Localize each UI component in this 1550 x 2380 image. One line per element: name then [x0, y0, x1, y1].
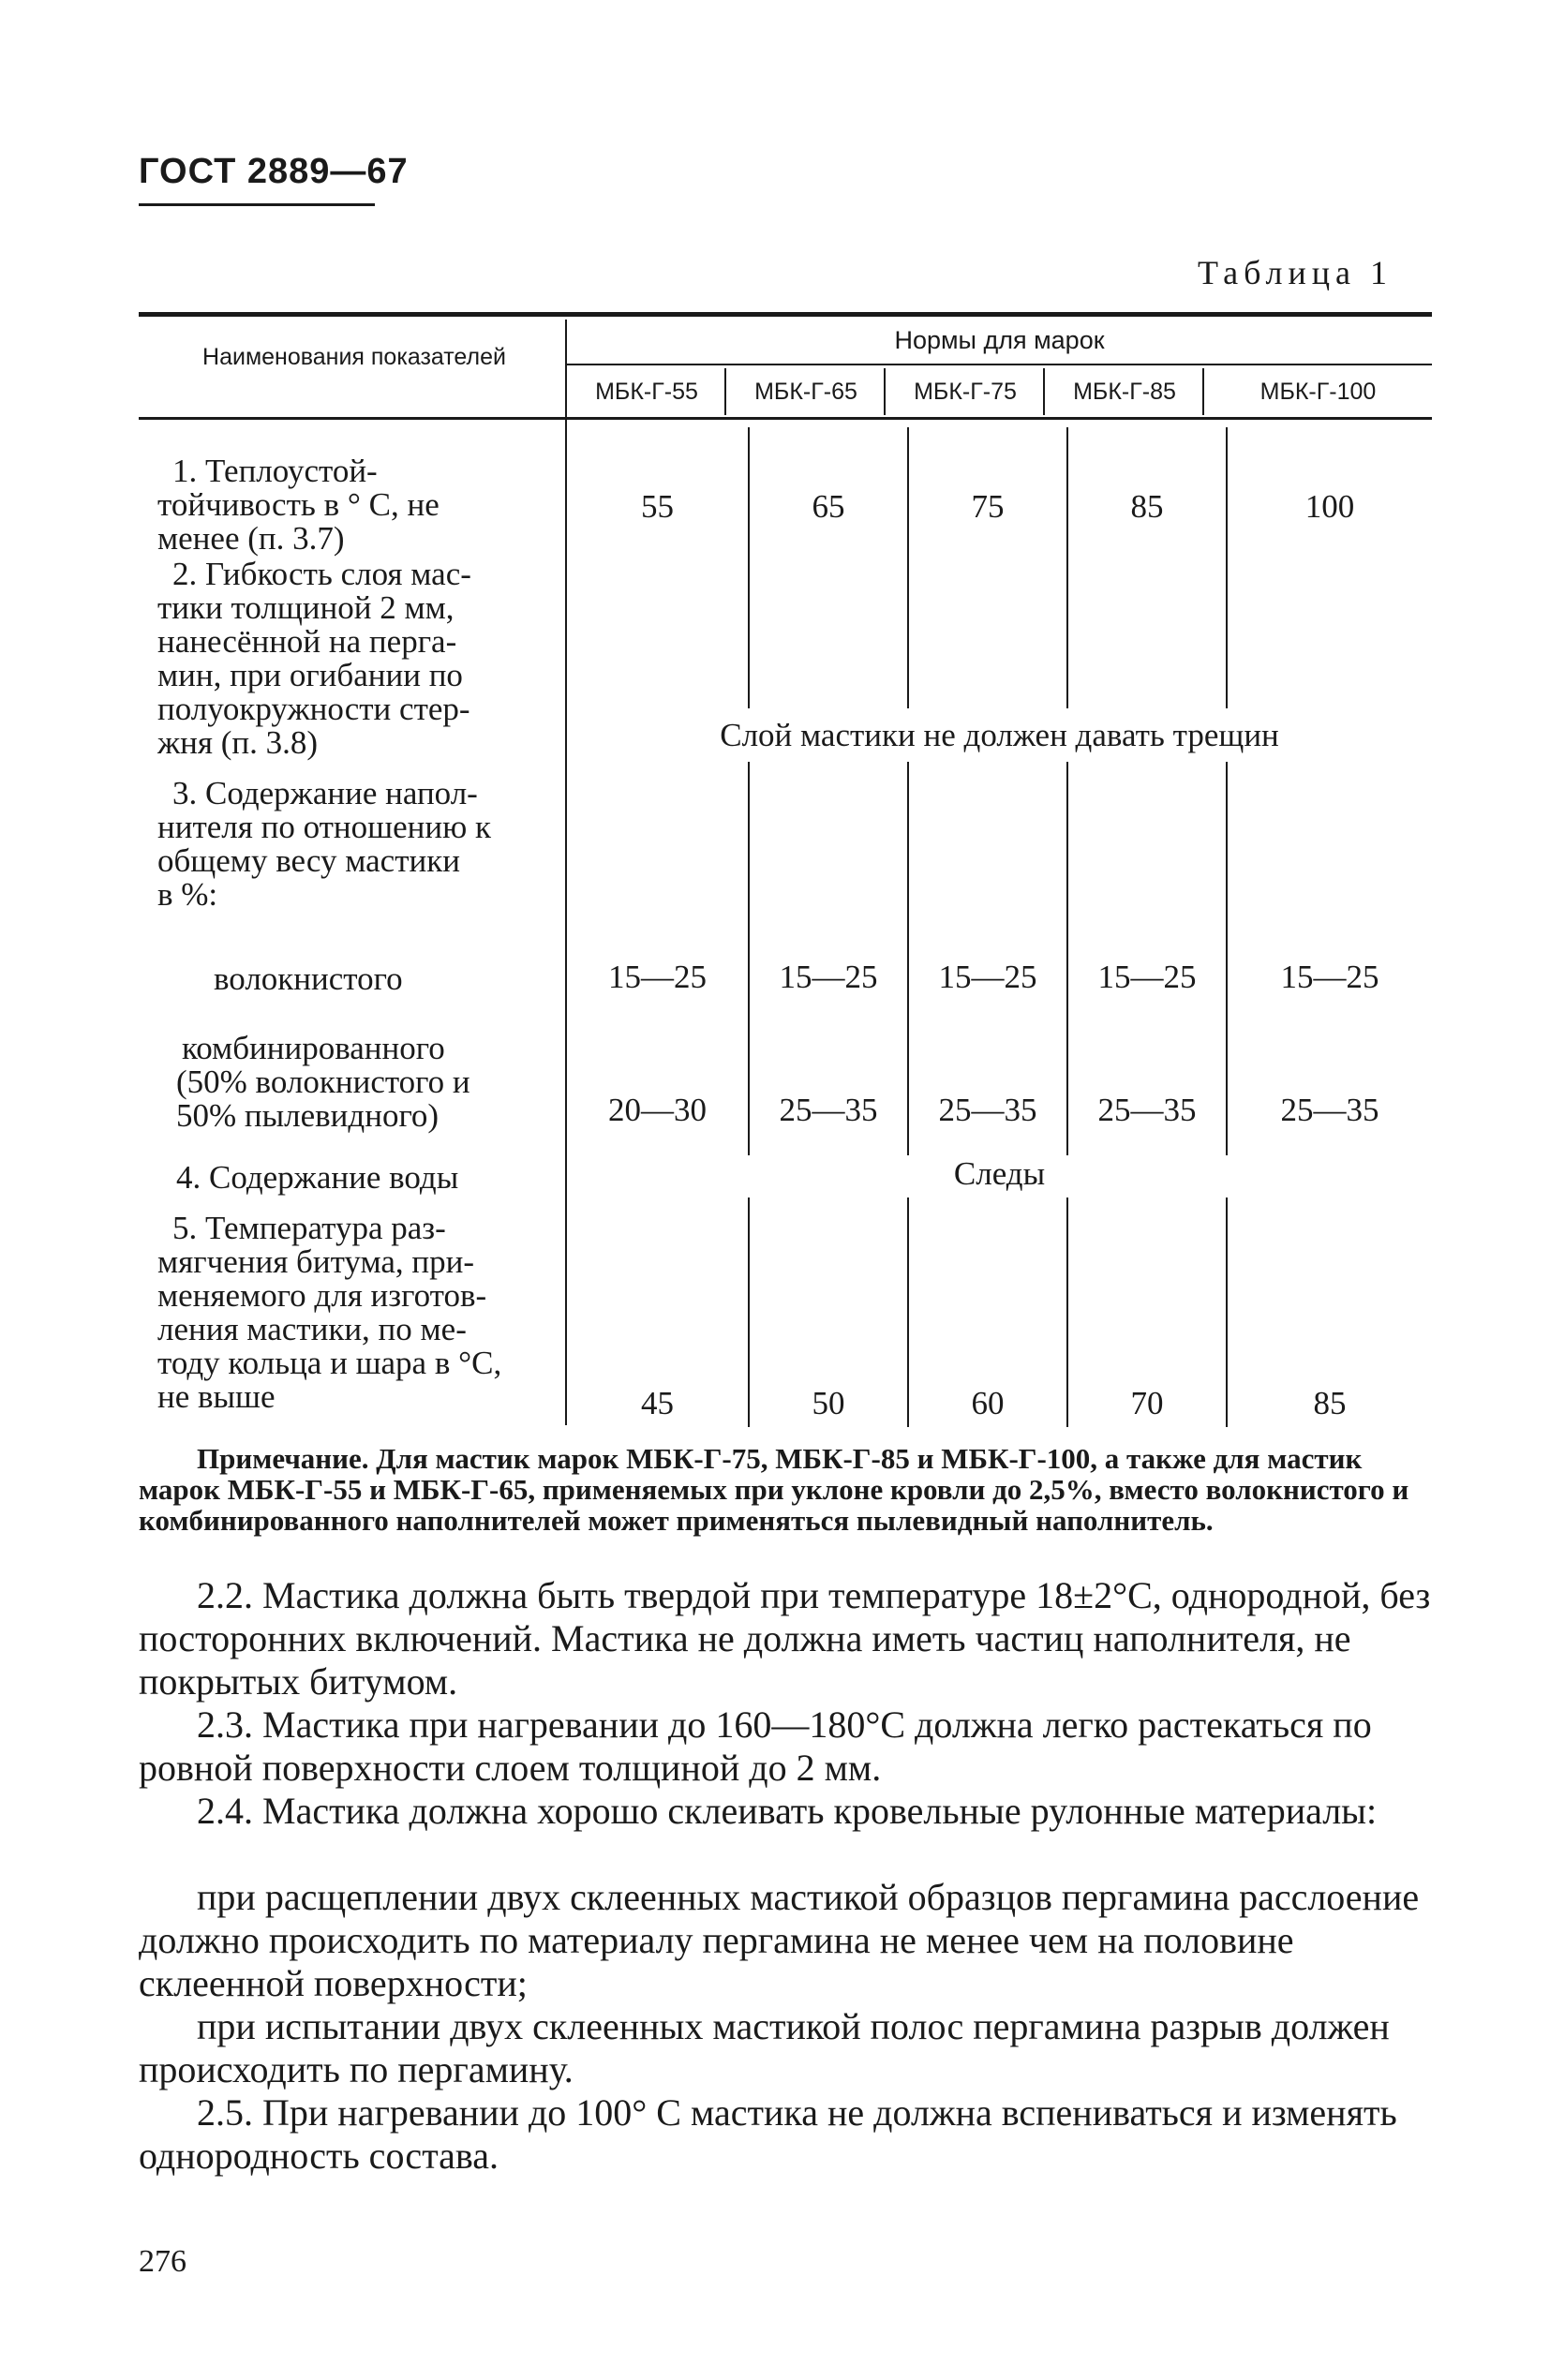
table-cell: 50 — [812, 1385, 845, 1421]
table-cell: 75 — [971, 488, 1005, 525]
label-line: 50% пылевидного) — [176, 1097, 440, 1134]
label-line: в %: — [157, 876, 218, 913]
table-cell: 25—35 — [779, 1092, 878, 1128]
label-line: волокнистого — [214, 960, 403, 997]
table-cell: 15—25 — [1097, 959, 1197, 995]
table-cell: 45 — [641, 1385, 674, 1421]
label-line: жня (п. 3.8) — [157, 724, 319, 761]
table-cell: 55 — [641, 488, 674, 525]
column-divider — [1226, 427, 1228, 708]
table-cell: 85 — [1313, 1385, 1347, 1421]
table-cell: 70 — [1130, 1385, 1164, 1421]
row-label — [157, 1212, 551, 1414]
label-line: нителя по отношению к — [157, 809, 491, 845]
brand-header: МБК-Г-100 — [1259, 379, 1377, 405]
column-header-indicator: Наименования показателей — [202, 344, 506, 370]
paragraph: при расщеплении двух склеенных мастикой образцов пергамина расслоение должно происходить по материалу пергамина не менее чем на половине склеенной поверхности; — [139, 1876, 1420, 2004]
row-label — [214, 962, 551, 996]
column-divider — [748, 427, 750, 708]
label-line: 5. Температура раз- — [172, 1210, 446, 1246]
column-divider — [724, 368, 726, 415]
label-line: ления мастики, по ме- — [157, 1311, 467, 1347]
brand-header: МБК-Г-65 — [754, 379, 857, 405]
column-header-group: Нормы для марок — [894, 326, 1105, 354]
label-line: 4. Содержание воды — [176, 1159, 459, 1196]
table-cell: 100 — [1304, 488, 1355, 525]
table-cell: 25—35 — [1097, 1092, 1197, 1128]
page-number: 276 — [139, 2244, 186, 2279]
row-label — [176, 1032, 570, 1133]
label-line: полуокружности стер- — [157, 691, 470, 727]
row-label — [157, 558, 551, 760]
column-divider — [1066, 427, 1068, 708]
label-line: 2. Гибкость слоя мас- — [172, 556, 471, 592]
label-line: тики толщиной 2 мм, — [157, 589, 455, 626]
table-cell: 65 — [812, 488, 845, 525]
table-cell: 25—35 — [938, 1092, 1037, 1128]
label-line: мягчения битума, при- — [157, 1243, 475, 1280]
label-line: нанесённой на перга- — [157, 623, 457, 660]
table-cell: 15—25 — [608, 959, 707, 995]
brand-header: МБК-Г-75 — [914, 379, 1017, 405]
label-line: (50% волокнистого и — [176, 1064, 470, 1100]
column-divider — [565, 320, 567, 1425]
table-top-rule — [139, 312, 1432, 317]
row-label — [157, 454, 551, 556]
table-header-rule — [139, 417, 1432, 420]
label-line: не выше — [157, 1378, 276, 1415]
paragraph: 2.4. Мастика должна хорошо склеивать кровельные рулонные материалы: — [197, 1790, 1378, 1832]
label-line: тоду кольца и шара в °С, — [157, 1345, 502, 1381]
label-line: тойчивость в ° С, не — [157, 486, 440, 523]
column-divider — [1202, 368, 1204, 415]
label-line: мин, при огибании по — [157, 657, 463, 693]
table-cell-span: Слой мастики не должен давать трещин — [567, 715, 1432, 756]
table-caption: Таблица 1 — [1198, 254, 1393, 291]
label-line: общему весу мастики — [157, 842, 460, 879]
label-line: 3. Содержание напол- — [172, 775, 478, 811]
column-divider — [1043, 368, 1045, 415]
label-line: комбинированного — [182, 1030, 445, 1066]
row-label — [157, 777, 551, 912]
table-cell: 85 — [1130, 488, 1164, 525]
table-cell: 20—30 — [608, 1092, 707, 1128]
paragraph: при испытании двух склеенных мастикой полос пергамина разрыв должен происходить по пергамину. — [139, 2005, 1390, 2090]
document-code: ГОСТ 2889—67 — [139, 152, 409, 191]
brand-header: МБК-Г-55 — [595, 379, 698, 405]
paragraph: 2.5. При нагревании до 100° С мастика не должна вспениваться и изменять однородность состава. — [139, 2091, 1397, 2177]
row-label — [176, 1161, 570, 1195]
label-line: меняемого для изготов- — [157, 1277, 487, 1314]
table-cell-span: Следы — [953, 1155, 1046, 1192]
column-divider — [884, 368, 886, 415]
brand-header: МБК-Г-85 — [1073, 379, 1176, 405]
header-underline — [139, 203, 375, 206]
table-cell: 60 — [971, 1385, 1005, 1421]
column-divider — [907, 427, 909, 708]
label-line: 1. Теплоустой- — [172, 453, 378, 489]
group-header-rule — [567, 364, 1432, 365]
table-note: Примечание. Для мастик марок МБК-Г-75, МБК-Г-85 и МБК-Г-100, а также для мастик марок МБК-Г-55 и МБК-Г-65, применяемых при уклоне кровли до 2,5%, вместо волокнистого и комбинированного наполнителей может применяться пылевидный наполнитель. — [139, 1442, 1409, 1537]
table-cell: 15—25 — [938, 959, 1037, 995]
table-cell: 15—25 — [1280, 959, 1379, 995]
table-cell: 25—35 — [1280, 1092, 1379, 1128]
paragraph: 2.2. Мастика должна быть твердой при температуре 18±2°С, однородной, без посторонних включений. Мастика не должна иметь частиц наполнителя, не покрытых битумом. — [139, 1574, 1431, 1703]
table-cell: 15—25 — [779, 959, 878, 995]
paragraph: 2.3. Мастика при нагревании до 160—180°С должна легко растекаться по ровной поверхности слоем толщиной до 2 мм. — [139, 1703, 1372, 1789]
label-line: менее (п. 3.7) — [157, 520, 345, 557]
